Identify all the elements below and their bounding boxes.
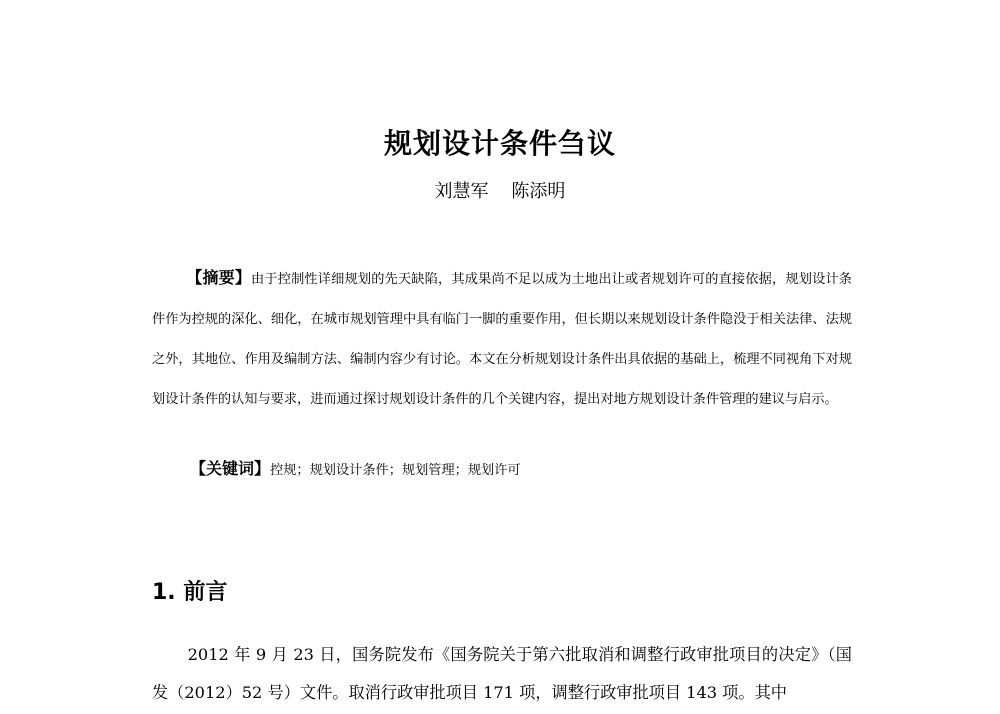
keywords-label: 【关键词】 bbox=[190, 459, 271, 478]
body-paragraph: 2012 年 9 月 23 日，国务院发布《国务院关于第六批取消和调整行政审批项目的决定》（国发（2012）52 号）文件。取消行政审批项目 171 项，调整行政审批项目 143 项。其中 bbox=[152, 645, 852, 702]
abstract-paragraph bbox=[152, 258, 852, 420]
keywords-line bbox=[190, 455, 850, 485]
keywords-text: 控规；规划设计条件；规划管理；规划许可 bbox=[270, 463, 521, 478]
paper-authors: 刘慧军 陈添明 bbox=[434, 181, 566, 202]
section-heading: 1. 前言 bbox=[152, 580, 228, 605]
abstract-text: 由于控制性详细规划的先天缺陷，其成果尚不足以成为土地出让或者规划许可的直接依据，规划设计条件作为控规的深化、细化，在城市规划管理中具有临门一脚的重要作用，但长期以来规划设计条件隐没于相关法律、法规之外，其地位、作用及编制方法、编制内容少有讨论。本文在分析规划设计条件出具依据的基础上，梳理不同视角下对规划设计条件的认知与要求，进而通过探讨规划设计条件的几个关键内容，提出对地方规划设计条件管理的建议与启示。 bbox=[152, 272, 852, 407]
paper-title: 规划设计条件刍议 bbox=[383, 127, 616, 160]
abstract-label: 【摘要】 bbox=[186, 268, 251, 287]
